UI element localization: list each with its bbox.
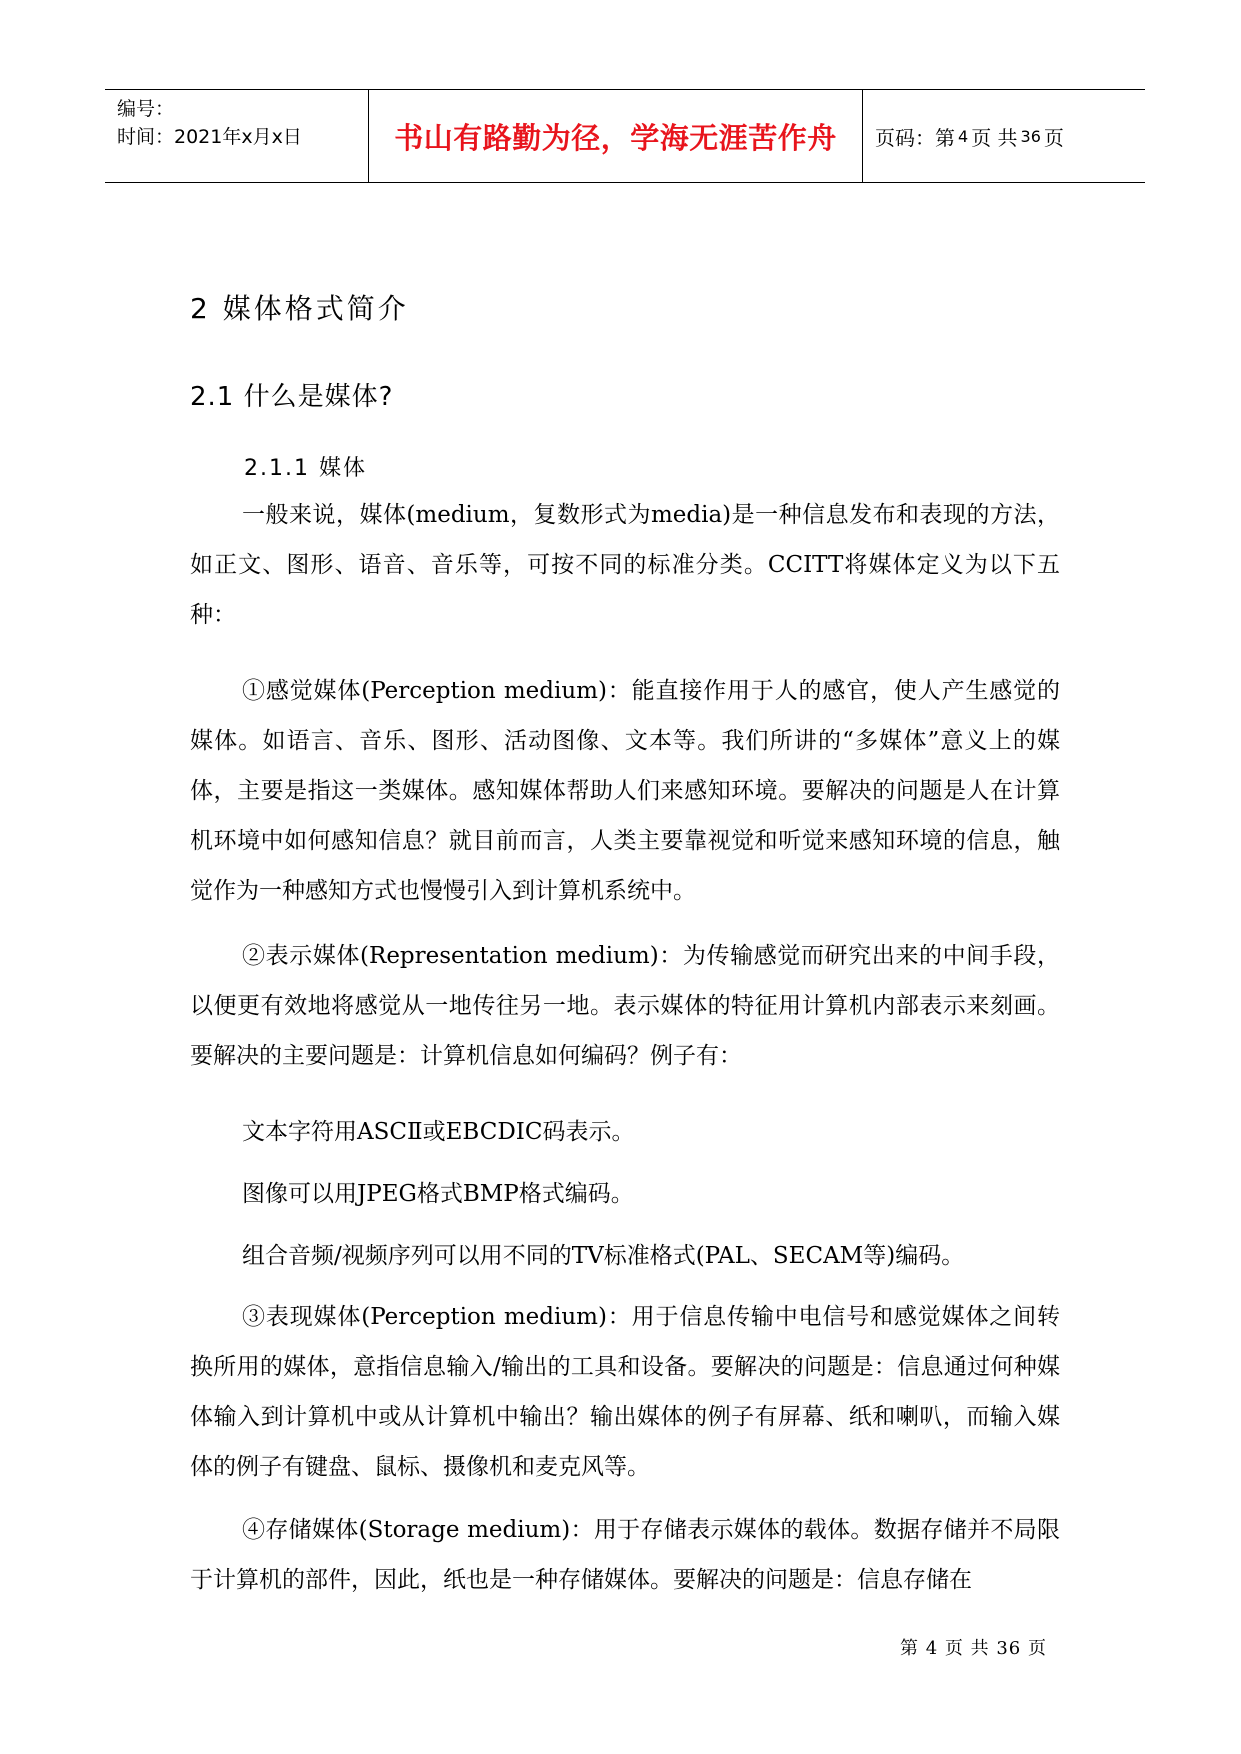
paragraph-example-text: 文本字符用ASCⅡ或EBCDIC码表示。: [242, 1119, 635, 1145]
document-date: 时间：2021年x月x日: [117, 126, 302, 148]
page-mid: 页 共: [971, 125, 1018, 150]
paragraph-example-av: 组合音频/视频序列可以用不同的TV标准格式(PAL、SECAM等)编码。: [242, 1243, 965, 1269]
subsection-heading: 2.1 什么是媒体?: [190, 382, 394, 412]
header-motto: 书山有路勤为径，学海无涯苦作舟: [369, 90, 863, 182]
paragraph-representation-medium: ②表示媒体(Representation medium)：为传输感觉而研究出来的中间手段，以便更有效地将感觉从一地传往另一地。表示媒体的特征用计算机内部表示来刻画。要解决的主要问题是：计算机信息如何编码？例子有：: [190, 943, 1060, 1069]
paragraph-example-image: 图像可以用JPEG格式BMP格式编码。: [242, 1181, 634, 1207]
page-number: 4: [958, 126, 969, 146]
paragraph-intro: 一般来说，媒体(medium，复数形式为media)是一种信息发布和表现的方法，如正文、图形、语音、音乐等，可按不同的标准分类。CCITT将媒体定义为以下五种：: [190, 502, 1060, 628]
subsubsection-heading: 2.1.1 媒体: [244, 456, 367, 481]
header-page-info: [863, 90, 1145, 182]
page-suffix: 页: [1043, 125, 1064, 150]
page-prefix: 页码：第: [875, 125, 955, 150]
header-left-cell: [105, 90, 369, 182]
paragraph-storage-medium: ④存储媒体(Storage medium)：用于存储表示媒体的载体。数据存储并不局限于计算机的部件，因此，纸也是一种存储媒体。要解决的问题是：信息存储在: [190, 1517, 1060, 1593]
document-number-label: 编号：: [117, 98, 175, 120]
page-footer: 第 4 页 共 36 页: [900, 1638, 1047, 1659]
header-table: [105, 89, 1145, 183]
paragraph-perception-medium: ①感觉媒体(Perception medium)：能直接作用于人的感官，使人产生感觉的媒体。如语言、音乐、图形、活动图像、文本等。我们所讲的“多媒体”意义上的媒体，主要是指这一类媒体。感知媒体帮助人们来感知环境。要解决的问题是人在计算机环境中如何感知信息？就目前而言，人类主要靠视觉和听觉来感知环境的信息，触觉作为一种感知方式也慢慢引入到计算机系统中。: [190, 678, 1060, 904]
section-heading: 2 媒体格式简介: [190, 292, 409, 325]
page-total: 36: [1020, 126, 1041, 146]
paragraph-presentation-medium: ③表现媒体(Perception medium)：用于信息传输中电信号和感觉媒体之间转换所用的媒体，意指信息输入/输出的工具和设备。要解决的问题是：信息通过何种媒体输入到计算机中或从计算机中输出？输出媒体的例子有屏幕、纸和喇叭，而输入媒体的例子有键盘、鼠标、摄像机和麦克风等。: [190, 1304, 1060, 1480]
